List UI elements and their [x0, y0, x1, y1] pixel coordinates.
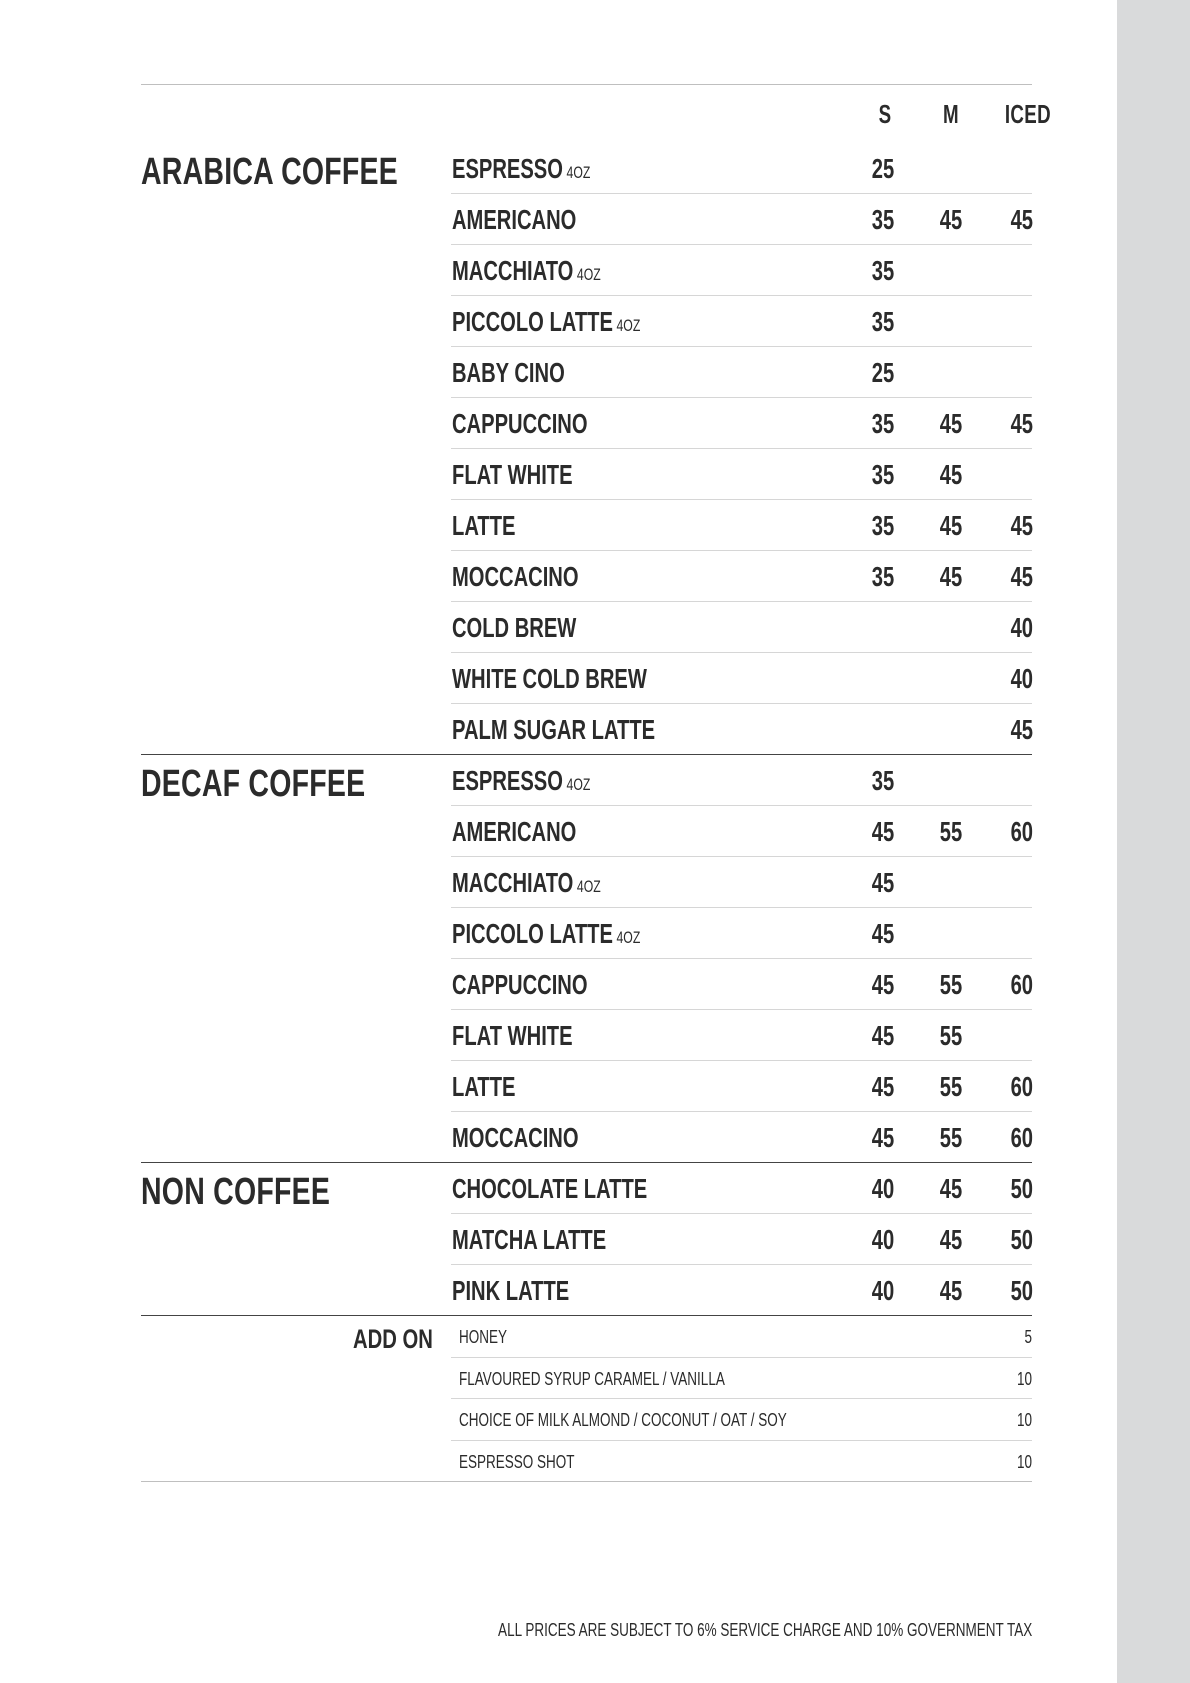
price-small: 45	[871, 918, 895, 949]
menu-item-row	[451, 1163, 1032, 1214]
menu-item-row	[451, 602, 1032, 653]
price-small: 35	[871, 765, 895, 796]
menu-item-name-group	[452, 204, 576, 236]
addon-name: ESPRESSO SHOT	[459, 1451, 575, 1472]
price-iced: 45	[1010, 204, 1033, 235]
price-small: 25	[871, 153, 895, 184]
price-small: 35	[871, 306, 895, 337]
menu-item-name-group	[452, 153, 590, 185]
menu-item-row	[451, 1061, 1032, 1112]
price-small: 35	[871, 459, 895, 490]
addon-name: HONEY	[459, 1327, 508, 1347]
menu-item-name-group	[452, 1173, 647, 1205]
menu-item-row	[451, 704, 1032, 754]
menu-item-size: 4OZ	[566, 775, 591, 794]
menu-item-name: ESPRESSO	[452, 765, 563, 796]
menu-item-size: 4OZ	[566, 163, 591, 182]
column-header-iced: ICED	[1004, 99, 1051, 129]
price-medium: 45	[939, 204, 963, 235]
menu-item-name-group	[452, 612, 576, 644]
price-iced: 45	[1010, 714, 1033, 745]
menu-sections	[141, 143, 1032, 1482]
menu-item-size: 4OZ	[616, 316, 641, 335]
menu-item-name-group	[452, 1122, 579, 1154]
addon-price: 10	[1016, 1368, 1032, 1389]
menu-item-name: LATTE	[452, 1071, 516, 1102]
menu-item-row	[451, 296, 1032, 347]
menu-item-list	[451, 1163, 1032, 1315]
menu-item-name: AMERICANO	[452, 204, 577, 235]
menu-item-name-group	[452, 1071, 515, 1103]
price-iced: 45	[1010, 408, 1033, 439]
price-small: 45	[871, 1071, 895, 1102]
menu-item-name: PICCOLO LATTE	[452, 918, 613, 949]
price-small: 45	[871, 969, 895, 1000]
price-small: 25	[871, 357, 895, 388]
addon-row	[451, 1399, 1032, 1441]
menu-item-row	[451, 1112, 1032, 1162]
menu-item-row	[451, 347, 1032, 398]
menu-item-name: CAPPUCCINO	[452, 969, 588, 1000]
price-small: 40	[871, 1275, 895, 1306]
side-strip	[1117, 0, 1190, 1683]
price-small: 35	[871, 510, 895, 541]
price-iced: 50	[1010, 1275, 1033, 1306]
price-small: 35	[871, 255, 895, 286]
menu-item-name: PINK LATTE	[452, 1275, 570, 1306]
menu-item-name-group	[452, 357, 565, 389]
menu-item-name-group	[452, 663, 647, 695]
section-title: ARABICA COFFEE	[141, 151, 399, 193]
price-iced: 50	[1010, 1173, 1033, 1204]
menu-item-row	[451, 500, 1032, 551]
price-iced: 40	[1010, 612, 1033, 643]
menu-item-name: FLAT WHITE	[452, 1020, 573, 1051]
menu-item-name-group	[452, 816, 576, 848]
menu-item-name-group	[452, 1020, 573, 1052]
menu-item-name-group	[452, 969, 588, 1001]
menu-item-list	[451, 755, 1032, 1162]
menu-item-name: PICCOLO LATTE	[452, 306, 613, 337]
price-small: 45	[871, 1020, 895, 1051]
menu-item-row	[451, 755, 1032, 806]
price-medium: 45	[939, 408, 963, 439]
price-iced: 60	[1010, 1071, 1033, 1102]
price-small: 35	[871, 204, 895, 235]
menu-item-name: ESPRESSO	[452, 153, 563, 184]
menu-section	[141, 1163, 1032, 1316]
menu-item-row	[451, 398, 1032, 449]
price-iced: 60	[1010, 816, 1033, 847]
addon-name: FLAVOURED SYRUP CARAMEL / VANILLA	[459, 1368, 725, 1389]
section-title: DECAF COFFEE	[141, 763, 366, 805]
menu-item-size: 4OZ	[576, 265, 601, 284]
price-medium: 45	[939, 1173, 963, 1204]
menu-item-size: 4OZ	[616, 928, 641, 947]
price-iced: 40	[1010, 663, 1033, 694]
section-title: NON COFFEE	[141, 1171, 331, 1213]
addon-price: 10	[1016, 1451, 1032, 1472]
menu-item-name-group	[452, 306, 640, 338]
menu-item-row	[451, 449, 1032, 500]
menu-item-name: MATCHA LATTE	[452, 1224, 607, 1255]
menu-item-name-group	[452, 1224, 606, 1256]
menu-item-row	[451, 653, 1032, 704]
menu-item-name-group	[452, 1275, 569, 1307]
menu-item-name-group	[452, 561, 579, 593]
menu-item-row	[451, 908, 1032, 959]
menu-item-name: MOCCACINO	[452, 561, 579, 592]
price-medium: 55	[939, 1020, 963, 1051]
menu-item-name: CAPPUCCINO	[452, 408, 588, 439]
column-header-medium: M	[943, 99, 959, 129]
price-medium: 45	[939, 459, 963, 490]
menu-item-row	[451, 245, 1032, 296]
price-small: 45	[871, 867, 895, 898]
menu-item-size: 4OZ	[576, 877, 601, 896]
menu-item-list	[451, 143, 1032, 754]
menu-item-row	[451, 194, 1032, 245]
price-medium: 55	[939, 1122, 963, 1153]
menu-section	[141, 755, 1032, 1163]
price-iced: 60	[1010, 1122, 1033, 1153]
menu-item-name: WHITE COLD BREW	[452, 663, 647, 694]
menu-item-row	[451, 959, 1032, 1010]
price-small: 45	[871, 816, 895, 847]
price-small: 35	[871, 408, 895, 439]
menu-item-row	[451, 1010, 1032, 1061]
menu-item-name: PALM SUGAR LATTE	[452, 714, 656, 745]
price-small: 35	[871, 561, 895, 592]
menu-item-row	[451, 857, 1032, 908]
menu-item-name: MACCHIATO	[452, 255, 574, 286]
menu-item-name-group	[452, 510, 515, 542]
addon-price: 5	[1024, 1327, 1032, 1347]
menu-item-name-group	[452, 459, 573, 491]
menu-item-row	[451, 806, 1032, 857]
menu-item-name: CHOCOLATE LATTE	[452, 1173, 648, 1204]
price-medium: 55	[939, 969, 963, 1000]
menu-item-name: FLAT WHITE	[452, 459, 573, 490]
addon-list	[451, 1316, 1032, 1481]
price-medium: 45	[939, 1275, 963, 1306]
price-medium: 45	[939, 561, 963, 592]
addon-name: CHOICE OF MILK ALMOND / COCONUT / OAT / SOY	[459, 1410, 787, 1430]
menu-item-name-group	[452, 765, 590, 797]
menu-item-name-group	[452, 918, 640, 950]
price-menu	[141, 84, 1051, 1482]
addon-title: ADD ON	[353, 1324, 433, 1354]
menu-item-name: LATTE	[452, 510, 516, 541]
menu-item-name-group	[452, 714, 655, 746]
addon-section	[141, 1316, 1032, 1482]
column-header-row	[141, 85, 1051, 143]
price-small: 45	[871, 1122, 895, 1153]
menu-item-name-group	[452, 867, 601, 899]
menu-item-name: BABY CINO	[452, 357, 565, 388]
price-small: 40	[871, 1173, 895, 1204]
column-header-small: S	[878, 99, 892, 129]
price-iced: 60	[1010, 969, 1033, 1000]
menu-item-name: AMERICANO	[452, 816, 577, 847]
addon-row	[451, 1358, 1032, 1400]
menu-item-name: MOCCACINO	[452, 1122, 579, 1153]
menu-item-name-group	[452, 408, 588, 440]
price-medium: 45	[939, 510, 963, 541]
menu-item-name-group	[452, 255, 601, 287]
price-iced: 45	[1010, 561, 1033, 592]
price-footnote: ALL PRICES ARE SUBJECT TO 6% SERVICE CHARGE AND 10% GOVERNMENT TAX	[497, 1620, 1032, 1640]
menu-item-row	[451, 1265, 1032, 1315]
price-medium: 45	[939, 1224, 963, 1255]
price-iced: 50	[1010, 1224, 1033, 1255]
addon-row	[451, 1441, 1032, 1482]
menu-item-row	[451, 143, 1032, 194]
price-iced: 45	[1010, 510, 1033, 541]
menu-item-row	[451, 1214, 1032, 1265]
price-medium: 55	[939, 816, 963, 847]
menu-item-name: COLD BREW	[452, 612, 577, 643]
menu-item-name: MACCHIATO	[452, 867, 574, 898]
price-small: 40	[871, 1224, 895, 1255]
menu-section	[141, 143, 1032, 755]
price-medium: 55	[939, 1071, 963, 1102]
addon-row	[451, 1316, 1032, 1358]
addon-price: 10	[1016, 1410, 1032, 1430]
menu-item-row	[451, 551, 1032, 602]
